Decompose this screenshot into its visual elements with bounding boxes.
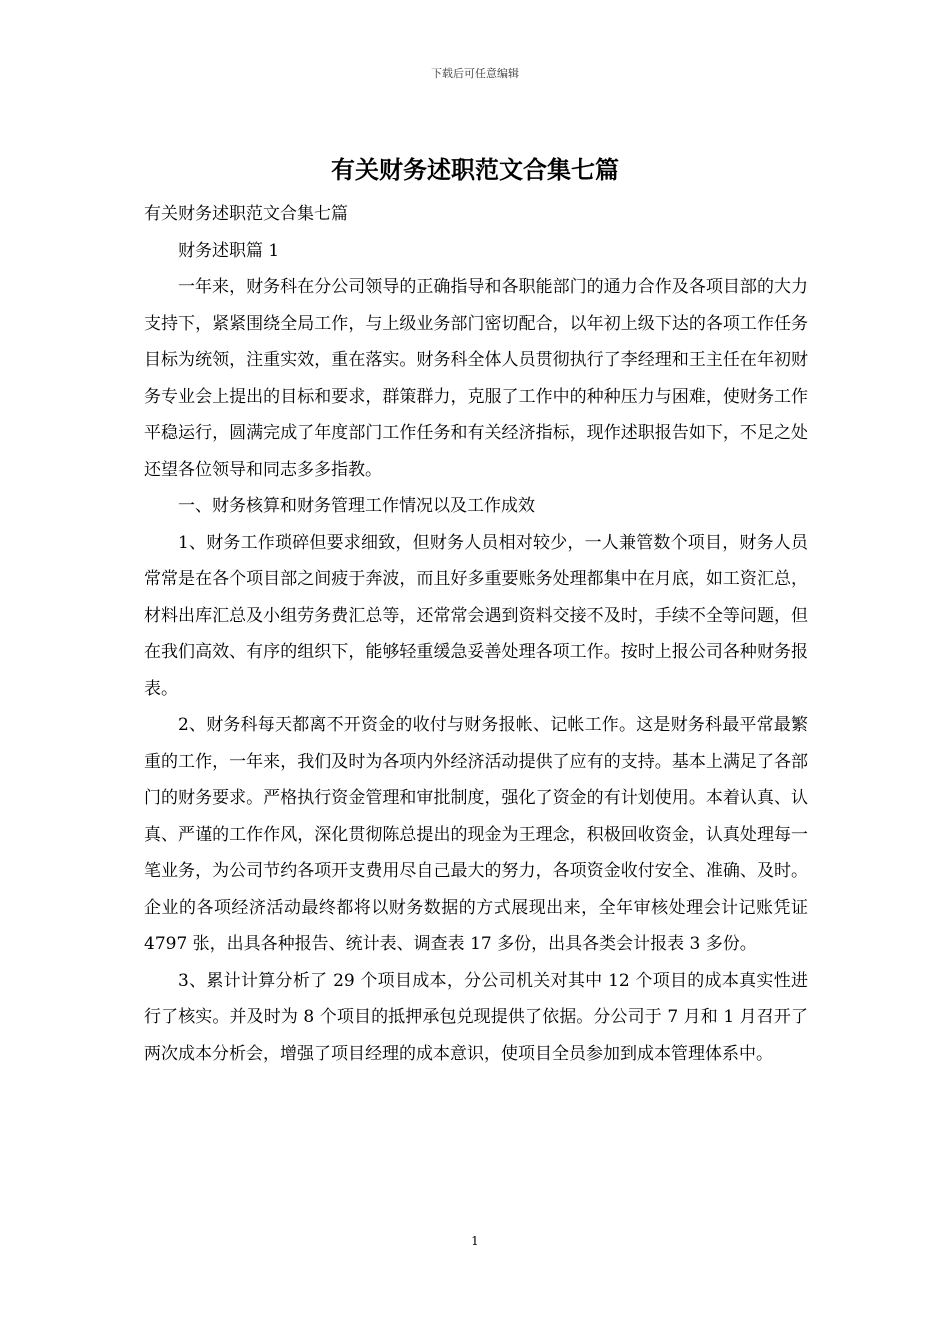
- section-heading: 财务述职篇 1: [178, 240, 280, 261]
- paragraph-item-1: 1、财务工作琐碎但要求细致，但财务人员相对较少，一人兼管数个项目，财务人员常常是在各个项目部之间疲于奔波，而且好多重要账务处理都集中在月底，如工资汇总，材料出库汇总及小组劳务费汇总等，还常常会遇到资料交接不及时，手续不全等问题，但在我们高效、有序的组织下，能够轻重缓急妥善处理各项工作。按时上报公司各种财务报表。: [144, 532, 808, 699]
- document-title: 有关财务述职范文合集七篇: [331, 155, 619, 184]
- paragraph-intro: 一年来，财务科在分公司领导的正确指导和各职能部门的通力合作及各项目部的大力支持下，紧紧围绕全局工作，与上级业务部门密切配合，以年初上级下达的各项工作任务目标为统领，注重实效，重在落实。财务科全体人员贯彻执行了李经理和王主任在年初财务专业会上提出的目标和要求，群策群力，克服了工作中的种种压力与困难，使财务工作平稳运行，圆满完成了年度部门工作任务和有关经济指标，现作述职报告如下，不足之处还望各位领导和同志多多指教。: [144, 277, 808, 480]
- document-body: [144, 196, 808, 1072]
- header-note: 下载后可任意编辑: [431, 67, 519, 80]
- paragraph-item-2: 2、财务科每天都离不开资金的收付与财务报帐、记帐工作。这是财务科最平常最繁重的工作，一年来，我们及时为各项内外经济活动提供了应有的支持。基本上满足了各部门的财务要求。严格执行资金管理和审批制度，强化了资金的有计划使用。本着认真、认真、严谨的工作作风，深化贯彻陈总提出的现金为王理念，积极回收资金，认真处理每一笔业务，为公司节约各项开支费用尽自己最大的努力，各项资金收付安全、准确、及时。企业的各项经济活动最终都将以财务数据的方式展现出来，全年审核处理会计记账凭证 4797 张，出具各种报告、统计表、调查表 17 多份，出具各类会计报表 3 多份。: [144, 715, 808, 954]
- paragraph-item-3: 3、累计计算分析了 29 个项目成本，分公司机关对其中 12 个项目的成本真实性进行了核实。并及时为 8 个项目的抵押承包兑现提供了依据。分公司于 7 月和 1 月召开了两次成本分析会，增强了项目经理的成本意识，使项目全员参加到成本管理体系中。: [144, 970, 808, 1064]
- paragraph-heading-1: 一、财务核算和财务管理工作情况以及工作成效: [178, 496, 535, 516]
- page-number: 1: [471, 1234, 479, 1248]
- document-subtitle: 有关财务述职范文合集七篇: [144, 204, 348, 224]
